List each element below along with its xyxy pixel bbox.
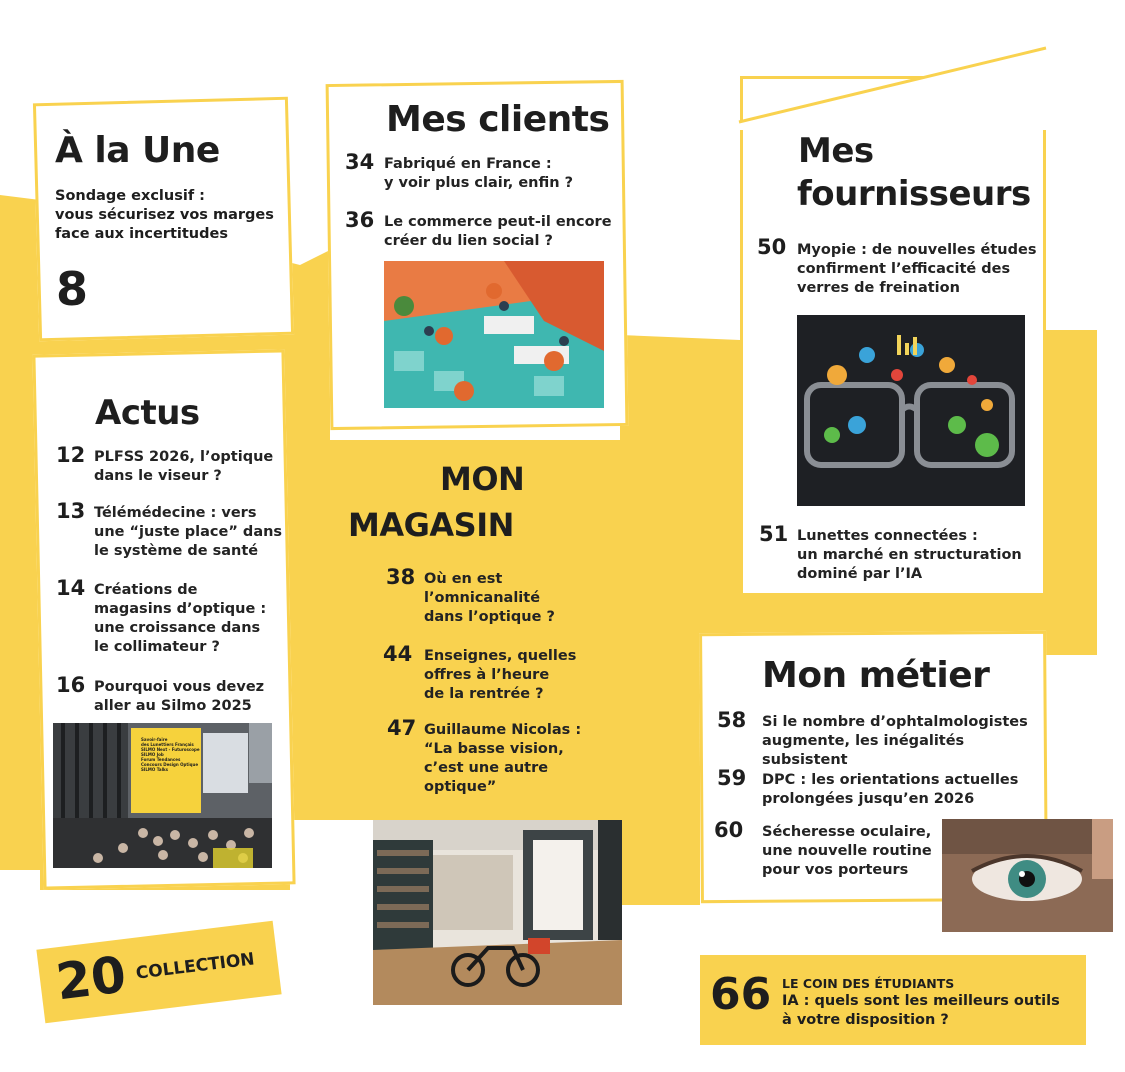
page-number: 38 (386, 565, 416, 589)
item-text: Enseignes, quelles offres à l’heure de la rentrée ? (424, 648, 577, 702)
collection-page: 20 (52, 945, 130, 1012)
page-number: 60 (714, 818, 744, 842)
photo-sign-text: SILMO Job (141, 752, 164, 757)
page-number: 16 (56, 673, 86, 697)
item-text: Lunettes connectées : un marché en structuration dominé par l’IA (797, 528, 1022, 582)
coin-etudiants-page: 66 (710, 969, 772, 1020)
page-number: 36 (345, 208, 375, 232)
silmo-photo (53, 723, 272, 868)
mon-metier-title: Mon métier (762, 655, 990, 696)
item-text: Pourquoi vous devez aller au Silmo 2025 (94, 679, 265, 714)
item-text: Si le nombre d’ophtalmologistes augmente, les inégalités subsistent (762, 714, 1028, 768)
page-number: 47 (387, 716, 417, 740)
item-text: PLFSS 2026, l’optique dans le viseur ? (94, 449, 274, 484)
photo-sign-text: SILMO Talks (141, 767, 169, 772)
mes-fournisseurs-title-line1: Mes (798, 131, 874, 171)
mon-magasin-title-line2: MAGASIN (348, 506, 514, 544)
collection-label: COLLECTION (134, 949, 256, 984)
page-number: 51 (759, 522, 789, 546)
page-number: 13 (56, 499, 86, 523)
item-text: Télémédecine : vers une “juste place” dans le système de santé (94, 505, 283, 559)
page-number: 58 (717, 708, 747, 732)
photo-sign-text: Forum Tendances (141, 757, 181, 762)
photo-sign-text: Concours Design Optique (141, 762, 199, 767)
photo-sign-text: des Lunettiers Français (141, 742, 194, 747)
item-text: Guillaume Nicolas : “La basse vision, c’est une autre optique” (424, 722, 582, 795)
item-text: DPC : les orientations actuelles prolongées jusqu’en 2026 (762, 772, 1019, 807)
store-photo (373, 820, 622, 1005)
mes-fournisseurs-title-line2: fournisseurs (797, 174, 1031, 214)
mes-clients-title: Mes clients (386, 99, 610, 140)
page-number: 34 (345, 150, 375, 174)
coin-etudiants-box[interactable] (700, 955, 1086, 1045)
card-slant-top (736, 40, 1051, 130)
page-number: 50 (757, 235, 787, 259)
shop-illustration (384, 261, 604, 408)
page-number: 12 (56, 443, 86, 467)
photo-sign-text: SILMO Next - Futuroscope (141, 747, 200, 752)
item-text: Fabriqué en France : y voir plus clair, enfin ? (384, 156, 574, 191)
item-text: Où en est l’omnicanalité dans l’optique ? (424, 571, 555, 625)
item-text: Le commerce peut-il encore créer du lien social ? (384, 214, 612, 249)
eye-photo (942, 819, 1113, 932)
coin-etudiants-label: LE COIN DES ÉTUDIANTS (782, 976, 955, 991)
mon-magasin-title-line1: MON (440, 460, 525, 498)
a-la-une-page: 8 (56, 262, 88, 316)
item-text: Sécheresse oculaire, une nouvelle routine pour vos porteurs (762, 824, 932, 878)
glasses-illustration (797, 315, 1025, 506)
coin-etudiants-text: IA : quels sont les meilleurs outils à votre disposition ? (782, 993, 1060, 1028)
actus-title: Actus (95, 393, 200, 433)
page-number: 59 (717, 766, 747, 790)
a-la-une-title: À la Une (55, 130, 220, 171)
photo-sign-text: Savoir-faire (141, 737, 168, 742)
page-number: 14 (56, 576, 86, 600)
a-la-une-lead[interactable]: Sondage exclusif : vous sécurisez vos marges face aux incertitudes (55, 188, 274, 242)
item-text: Créations de magasins d’optique : une croissance dans le collimateur ? (94, 582, 267, 655)
item-text: Myopie : de nouvelles études confirment l’efficacité des verres de freination (797, 242, 1037, 296)
page-number: 44 (383, 642, 413, 666)
